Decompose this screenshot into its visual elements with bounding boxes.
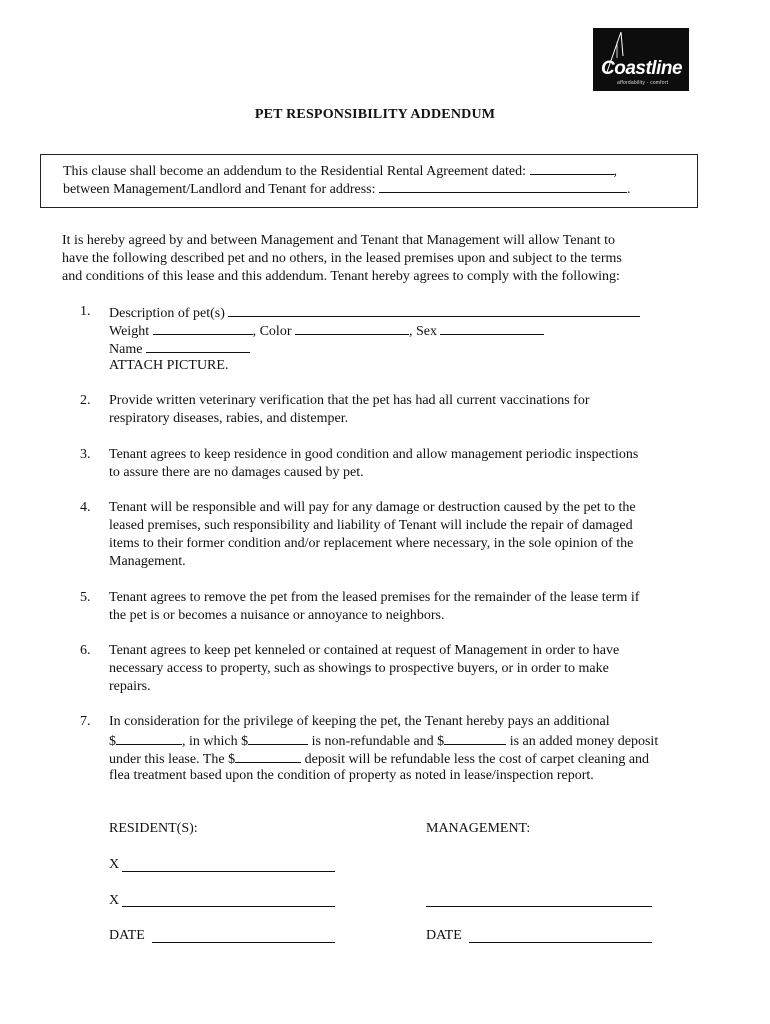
resident-x-mark-1: X — [109, 857, 120, 872]
management-date-label: DATE — [426, 928, 462, 943]
clause-comma: , — [613, 164, 618, 179]
clause-line-1 — [63, 161, 617, 180]
clause-address-text: between Management/Landlord and Tenant for address: — [63, 182, 376, 197]
logo-brand: Coastline — [601, 58, 683, 79]
item-number: 2. — [80, 393, 91, 408]
item-text-line: the pet is or becomes a nuisance or annoyance to neighbors. — [109, 608, 445, 623]
pet-description-field[interactable] — [228, 303, 640, 317]
pet-description-label: Description of pet(s) — [109, 306, 225, 321]
non-refundable-text: is non-refundable and $ — [311, 734, 445, 749]
management-signature-field[interactable] — [426, 906, 652, 907]
pet-description-row — [109, 303, 699, 321]
pet-name-row — [109, 339, 699, 357]
refundable-deposit-field[interactable] — [235, 749, 301, 763]
agreement-date-field[interactable] — [530, 161, 614, 175]
logo-tagline: affordability · comfort — [617, 80, 669, 86]
color-field[interactable] — [295, 321, 409, 335]
item-text-line: Tenant will be responsible and will pay for any damage or destruction caused by the pet to the — [109, 500, 636, 515]
pet-details-row — [109, 321, 699, 339]
item-number: 3. — [80, 447, 91, 462]
pet-name-field[interactable] — [146, 339, 250, 353]
weight-label: Weight — [109, 324, 150, 339]
intro-paragraph — [62, 232, 702, 286]
resident-signature-field-1[interactable] — [122, 871, 335, 872]
added-deposit-text: is an added money deposit — [509, 734, 659, 749]
resident-signature-field-2[interactable] — [122, 906, 335, 907]
document-title: PET RESPONSIBILITY ADDENDUM — [254, 107, 496, 122]
added-deposit-amount-field[interactable] — [444, 731, 506, 745]
clause-dated-text: This clause shall become an addendum to the Residential Rental Agreement dated: — [63, 164, 527, 179]
intro-line: It is hereby agreed by and between Management and Tenant that Management will allow Tenant to — [62, 233, 616, 248]
attach-picture-text: ATTACH PICTURE. — [109, 358, 229, 373]
item-text-line: flea treatment based upon the condition of property as noted in lease/inspection report. — [109, 768, 594, 783]
intro-line: and conditions of this lease and this addendum. Tenant hereby agrees to comply with the following: — [62, 269, 620, 284]
item-text-line: respiratory diseases, rabies, and distemper. — [109, 411, 349, 426]
item-number: 4. — [80, 500, 91, 515]
management-heading: MANAGEMENT: — [426, 821, 531, 836]
intro-line: have the following described pet and no others, in the leased premises upon and subject to the terms — [62, 251, 622, 266]
item-text-line: Management. — [109, 554, 186, 569]
item-text-line: leased premises, such responsibility and liability of Tenant will include the repair of damaged — [109, 518, 633, 533]
sex-label: , Sex — [408, 324, 437, 339]
item-number: 6. — [80, 643, 91, 658]
item-text-line: Tenant agrees to keep residence in good condition and allow management periodic inspections — [109, 447, 639, 462]
management-date-field[interactable] — [469, 942, 652, 943]
refundable-deposit-row — [109, 749, 699, 767]
item-text-line: Tenant agrees to keep pet kenneled or contained at request of Management in order to have — [109, 643, 620, 658]
residents-heading: RESIDENT(S): — [109, 821, 198, 836]
color-label: , Color — [252, 324, 292, 339]
under-lease-text: under this lease. The $ — [109, 752, 236, 767]
item-number: 7. — [80, 714, 91, 729]
dollar-sign: $ — [109, 734, 116, 749]
non-refundable-amount-field[interactable] — [248, 731, 308, 745]
clause-line-2 — [63, 179, 630, 198]
in-which-text: , in which $ — [182, 734, 249, 749]
clause-period: . — [626, 182, 631, 197]
addendum-clause-box — [40, 154, 698, 208]
pet-name-label: Name — [109, 342, 143, 357]
item-text-line: to assure there are no damages caused by pet. — [109, 465, 364, 480]
item-text-line: necessary access to property, such as showings to prospective buyers, or in order to make — [109, 661, 609, 676]
resident-x-mark-2: X — [109, 893, 120, 908]
item-text-line: items to their former condition and/or replacement where necessary, in the sole opinion of the — [109, 536, 634, 551]
total-amount-field[interactable] — [116, 731, 182, 745]
coastline-logo — [593, 28, 689, 91]
resident-date-label: DATE — [109, 928, 145, 943]
item-text-line: Tenant agrees to remove the pet from the leased premises for the remainder of the lease term if — [109, 590, 640, 605]
item-text-line: Provide written veterinary verification that the pet has had all current vaccinations for — [109, 393, 590, 408]
weight-field[interactable] — [153, 321, 253, 335]
refundable-text: deposit will be refundable less the cost of carpet cleaning and — [304, 752, 650, 767]
address-field[interactable] — [379, 179, 627, 193]
item-number: 5. — [80, 590, 91, 605]
deposit-amounts-row — [109, 731, 699, 749]
item-number: 1. — [80, 304, 91, 319]
sex-field[interactable] — [440, 321, 544, 335]
item-text-line: repairs. — [109, 679, 151, 694]
item-text-line: In consideration for the privilege of keeping the pet, the Tenant hereby pays an additional — [109, 714, 610, 729]
resident-date-field[interactable] — [152, 942, 335, 943]
